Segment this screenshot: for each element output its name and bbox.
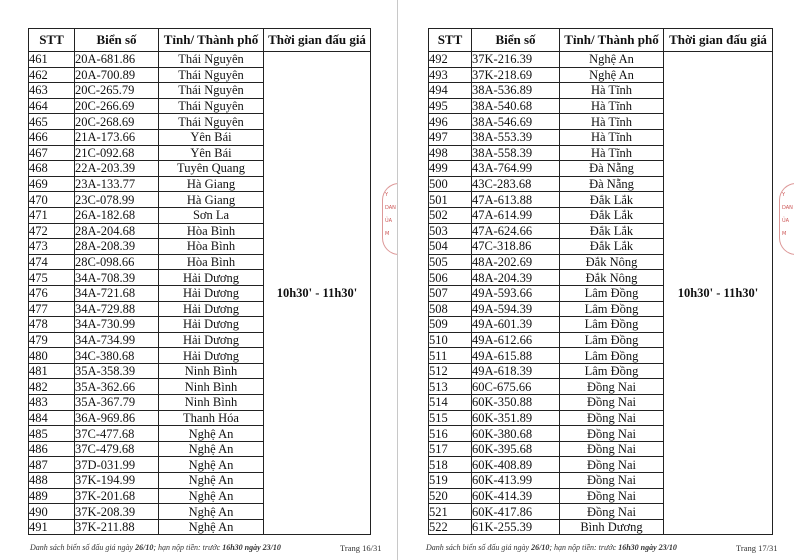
row-province: Đắk Nông — [560, 270, 664, 286]
row-stt: 483 — [29, 395, 75, 411]
row-stt: 512 — [429, 363, 472, 379]
page-number: Trang 16/31 — [340, 543, 382, 553]
row-plate: 34A-708.39 — [75, 270, 159, 286]
row-stt: 471 — [29, 207, 75, 223]
row-stt: 466 — [29, 129, 75, 145]
row-plate: 20C-266.69 — [75, 98, 159, 114]
row-province: Nghệ An — [159, 441, 264, 457]
row-province: Đồng Nai — [560, 379, 664, 395]
row-plate: 20A-681.86 — [75, 52, 159, 68]
auction-time-cell: 10h30' - 11h30' — [664, 52, 773, 535]
row-province: Thái Nguyên — [159, 98, 264, 114]
row-stt: 500 — [429, 176, 472, 192]
row-province: Hải Dương — [159, 317, 264, 333]
plate-table-right — [428, 28, 773, 535]
row-plate: 49A-593.66 — [472, 285, 560, 301]
row-stt: 522 — [429, 519, 472, 535]
footer-text-2: ; hạn nộp tiền: trước — [549, 543, 619, 552]
row-province: Hòa Bình — [159, 223, 264, 239]
row-stt: 484 — [29, 410, 75, 426]
header-stt: STT — [429, 29, 472, 52]
row-plate: 60K-351.89 — [472, 410, 560, 426]
row-stt: 505 — [429, 254, 472, 270]
row-stt: 489 — [29, 488, 75, 504]
row-plate: 60K-414.39 — [472, 488, 560, 504]
row-plate: 26A-182.68 — [75, 207, 159, 223]
row-stt: 487 — [29, 457, 75, 473]
row-stt: 494 — [429, 83, 472, 99]
row-plate: 36A-969.86 — [75, 410, 159, 426]
row-province: Đồng Nai — [560, 473, 664, 489]
row-plate: 37C-479.68 — [75, 441, 159, 457]
row-stt: 491 — [29, 519, 75, 535]
row-stt: 514 — [429, 395, 472, 411]
row-stt: 482 — [29, 379, 75, 395]
row-stt: 478 — [29, 317, 75, 333]
row-province: Thái Nguyên — [159, 67, 264, 83]
row-stt: 502 — [429, 207, 472, 223]
footer-note — [426, 543, 677, 552]
row-plate: 35A-367.79 — [75, 395, 159, 411]
row-province: Lâm Đồng — [560, 348, 664, 364]
footer-deadline: 16h30 ngày 23/10 — [222, 543, 281, 552]
row-province: Hà Tĩnh — [560, 83, 664, 99]
row-plate: 49A-601.39 — [472, 317, 560, 333]
row-plate: 23C-078.99 — [75, 192, 159, 208]
row-stt: 490 — [29, 504, 75, 520]
header-time: Thời gian đấu giá — [664, 29, 773, 52]
row-province: Thanh Hóa — [159, 410, 264, 426]
row-stt: 486 — [29, 441, 75, 457]
row-province: Đắk Lắk — [560, 207, 664, 223]
row-province: Hà Tĩnh — [560, 114, 664, 130]
row-plate: 35A-358.39 — [75, 363, 159, 379]
row-plate: 60K-350.88 — [472, 395, 560, 411]
row-province: Đồng Nai — [560, 441, 664, 457]
row-province: Lâm Đồng — [560, 301, 664, 317]
row-stt: 493 — [429, 67, 472, 83]
row-stt: 463 — [29, 83, 75, 99]
row-plate: 37D-031.99 — [75, 457, 159, 473]
row-stt: 507 — [429, 285, 472, 301]
row-province: Bình Dương — [560, 519, 664, 535]
row-plate: 20A-700.89 — [75, 67, 159, 83]
row-plate: 60K-417.86 — [472, 504, 560, 520]
row-province: Đắk Nông — [560, 254, 664, 270]
table-header-row — [29, 29, 371, 52]
document-page-17 — [398, 0, 794, 560]
row-plate: 61K-255.39 — [472, 519, 560, 535]
row-plate: 38A-546.69 — [472, 114, 560, 130]
row-province: Ninh Bình — [159, 379, 264, 395]
row-stt: 501 — [429, 192, 472, 208]
row-stt: 462 — [29, 67, 75, 83]
row-stt: 518 — [429, 457, 472, 473]
row-plate: 38A-540.68 — [472, 98, 560, 114]
row-province: Nghệ An — [560, 52, 664, 68]
row-stt: 499 — [429, 161, 472, 177]
row-province: Đà Nẵng — [560, 176, 664, 192]
row-stt: 464 — [29, 98, 75, 114]
row-plate: 21C-092.68 — [75, 145, 159, 161]
row-plate: 34A-721.68 — [75, 285, 159, 301]
row-stt: 497 — [429, 129, 472, 145]
row-stt: 475 — [29, 270, 75, 286]
row-plate: 34A-730.99 — [75, 317, 159, 333]
auction-time-cell: 10h30' - 11h30' — [264, 52, 371, 535]
row-province: Tuyên Quang — [159, 161, 264, 177]
row-stt: 520 — [429, 488, 472, 504]
row-province: Đồng Nai — [560, 504, 664, 520]
row-province: Nghệ An — [159, 488, 264, 504]
row-stt: 511 — [429, 348, 472, 364]
row-province: Yên Bái — [159, 145, 264, 161]
row-province: Lâm Đồng — [560, 317, 664, 333]
row-plate: 20C-265.79 — [75, 83, 159, 99]
row-plate: 34A-734.99 — [75, 332, 159, 348]
row-stt: 470 — [29, 192, 75, 208]
table-row — [29, 52, 371, 68]
row-stt: 485 — [29, 426, 75, 442]
row-plate: 47A-613.88 — [472, 192, 560, 208]
row-stt: 503 — [429, 223, 472, 239]
row-province: Đắk Lắk — [560, 192, 664, 208]
row-province: Hà Tĩnh — [560, 129, 664, 145]
row-province: Hà Tĩnh — [560, 98, 664, 114]
row-stt: 473 — [29, 239, 75, 255]
row-province: Yên Bái — [159, 129, 264, 145]
header-plate: Biển số — [472, 29, 560, 52]
row-stt: 488 — [29, 473, 75, 489]
seal-text: M — [385, 231, 390, 237]
row-stt: 472 — [29, 223, 75, 239]
row-plate: 35A-362.66 — [75, 379, 159, 395]
row-stt: 517 — [429, 441, 472, 457]
row-province: Nghệ An — [159, 519, 264, 535]
footer-text-2: ; hạn nộp tiền: trước — [153, 543, 223, 552]
row-plate: 34A-729.88 — [75, 301, 159, 317]
table-header-row — [429, 29, 773, 52]
seal-text: ỦA — [782, 218, 790, 224]
seal-text: Y — [385, 192, 389, 198]
row-stt: 506 — [429, 270, 472, 286]
row-stt: 504 — [429, 239, 472, 255]
stamp-seal — [779, 183, 794, 255]
page-number: Trang 17/31 — [736, 543, 778, 553]
footer-text-1: Danh sách biển số đấu giá ngày — [30, 543, 136, 552]
row-plate: 47A-624.66 — [472, 223, 560, 239]
row-plate: 23A-133.77 — [75, 176, 159, 192]
row-plate: 38A-536.89 — [472, 83, 560, 99]
row-province: Đồng Nai — [560, 395, 664, 411]
row-province: Hải Dương — [159, 348, 264, 364]
header-province: Tỉnh/ Thành phố — [159, 29, 264, 52]
row-stt: 516 — [429, 426, 472, 442]
footer-date: 26/10 — [531, 543, 550, 552]
row-plate: 49A-618.39 — [472, 363, 560, 379]
row-plate: 49A-615.88 — [472, 348, 560, 364]
row-plate: 22A-203.39 — [75, 161, 159, 177]
row-plate: 38A-558.39 — [472, 145, 560, 161]
row-stt: 469 — [29, 176, 75, 192]
row-province: Đà Nẵng — [560, 161, 664, 177]
row-stt: 498 — [429, 145, 472, 161]
row-plate: 34C-380.68 — [75, 348, 159, 364]
seal-text: DAN — [385, 205, 396, 211]
footer-text-1: Danh sách biển số đấu giá ngày — [426, 543, 532, 552]
row-plate: 28A-204.68 — [75, 223, 159, 239]
row-province: Ninh Bình — [159, 395, 264, 411]
row-stt: 465 — [29, 114, 75, 130]
footer-date: 26/10 — [135, 543, 154, 552]
row-plate: 60K-408.89 — [472, 457, 560, 473]
row-stt: 480 — [29, 348, 75, 364]
row-stt: 461 — [29, 52, 75, 68]
stamp-seal — [382, 183, 397, 255]
row-plate: 37C-477.68 — [75, 426, 159, 442]
row-stt: 519 — [429, 473, 472, 489]
row-province: Nghệ An — [560, 67, 664, 83]
row-province: Nghệ An — [159, 504, 264, 520]
row-plate: 28A-208.39 — [75, 239, 159, 255]
row-plate: 60K-413.99 — [472, 473, 560, 489]
row-plate: 43C-283.68 — [472, 176, 560, 192]
row-province: Hải Dương — [159, 270, 264, 286]
row-plate: 43A-764.99 — [472, 161, 560, 177]
row-province: Hà Giang — [159, 176, 264, 192]
row-province: Nghệ An — [159, 426, 264, 442]
row-plate: 48A-202.69 — [472, 254, 560, 270]
row-province: Thái Nguyên — [159, 114, 264, 130]
plate-rows-right — [429, 52, 773, 535]
row-province: Hòa Bình — [159, 254, 264, 270]
row-stt: 492 — [429, 52, 472, 68]
seal-text: M — [782, 231, 787, 237]
row-stt: 521 — [429, 504, 472, 520]
seal-text: DAN — [782, 205, 793, 211]
footer-note — [30, 543, 281, 552]
row-province: Đồng Nai — [560, 410, 664, 426]
row-province: Lâm Đồng — [560, 363, 664, 379]
row-province: Hà Tĩnh — [560, 145, 664, 161]
row-province: Đồng Nai — [560, 457, 664, 473]
row-province: Thái Nguyên — [159, 83, 264, 99]
row-plate: 28C-098.66 — [75, 254, 159, 270]
row-plate: 47C-318.86 — [472, 239, 560, 255]
header-time: Thời gian đấu giá — [264, 29, 371, 52]
row-province: Hải Dương — [159, 301, 264, 317]
row-stt: 515 — [429, 410, 472, 426]
row-plate: 48A-204.39 — [472, 270, 560, 286]
row-plate: 20C-268.69 — [75, 114, 159, 130]
row-plate: 60K-380.68 — [472, 426, 560, 442]
row-province: Nghệ An — [159, 473, 264, 489]
row-stt: 479 — [29, 332, 75, 348]
row-province: Sơn La — [159, 207, 264, 223]
row-plate: 37K-194.99 — [75, 473, 159, 489]
row-stt: 477 — [29, 301, 75, 317]
row-province: Ninh Bình — [159, 363, 264, 379]
row-province: Đắk Lắk — [560, 223, 664, 239]
row-stt: 474 — [29, 254, 75, 270]
row-province: Đồng Nai — [560, 488, 664, 504]
row-plate: 60K-395.68 — [472, 441, 560, 457]
row-stt: 467 — [29, 145, 75, 161]
row-plate: 37K-216.39 — [472, 52, 560, 68]
row-stt: 508 — [429, 301, 472, 317]
row-province: Hà Giang — [159, 192, 264, 208]
header-stt: STT — [29, 29, 75, 52]
row-plate: 60C-675.66 — [472, 379, 560, 395]
table-row — [429, 52, 773, 68]
row-plate: 21A-173.66 — [75, 129, 159, 145]
row-province: Hòa Bình — [159, 239, 264, 255]
header-plate: Biển số — [75, 29, 159, 52]
row-province: Lâm Đồng — [560, 285, 664, 301]
row-province: Đồng Nai — [560, 426, 664, 442]
header-province: Tỉnh/ Thành phố — [560, 29, 664, 52]
row-stt: 510 — [429, 332, 472, 348]
plate-rows-left — [29, 52, 371, 535]
seal-text: Y — [782, 192, 786, 198]
row-plate: 49A-612.66 — [472, 332, 560, 348]
row-plate: 37K-211.88 — [75, 519, 159, 535]
row-province: Hải Dương — [159, 332, 264, 348]
row-stt: 513 — [429, 379, 472, 395]
row-province: Thái Nguyên — [159, 52, 264, 68]
plate-table-left — [28, 28, 371, 535]
row-plate: 37K-208.39 — [75, 504, 159, 520]
footer-deadline: 16h30 ngày 23/10 — [618, 543, 677, 552]
row-plate: 49A-594.39 — [472, 301, 560, 317]
row-plate: 37K-201.68 — [75, 488, 159, 504]
row-plate: 37K-218.69 — [472, 67, 560, 83]
row-stt: 496 — [429, 114, 472, 130]
row-stt: 495 — [429, 98, 472, 114]
row-province: Hải Dương — [159, 285, 264, 301]
row-stt: 476 — [29, 285, 75, 301]
row-province: Nghệ An — [159, 457, 264, 473]
row-stt: 468 — [29, 161, 75, 177]
row-stt: 481 — [29, 363, 75, 379]
row-plate: 47A-614.99 — [472, 207, 560, 223]
row-province: Đắk Lắk — [560, 239, 664, 255]
row-plate: 38A-553.39 — [472, 129, 560, 145]
row-stt: 509 — [429, 317, 472, 333]
seal-text: ỦA — [385, 218, 393, 224]
row-province: Lâm Đồng — [560, 332, 664, 348]
